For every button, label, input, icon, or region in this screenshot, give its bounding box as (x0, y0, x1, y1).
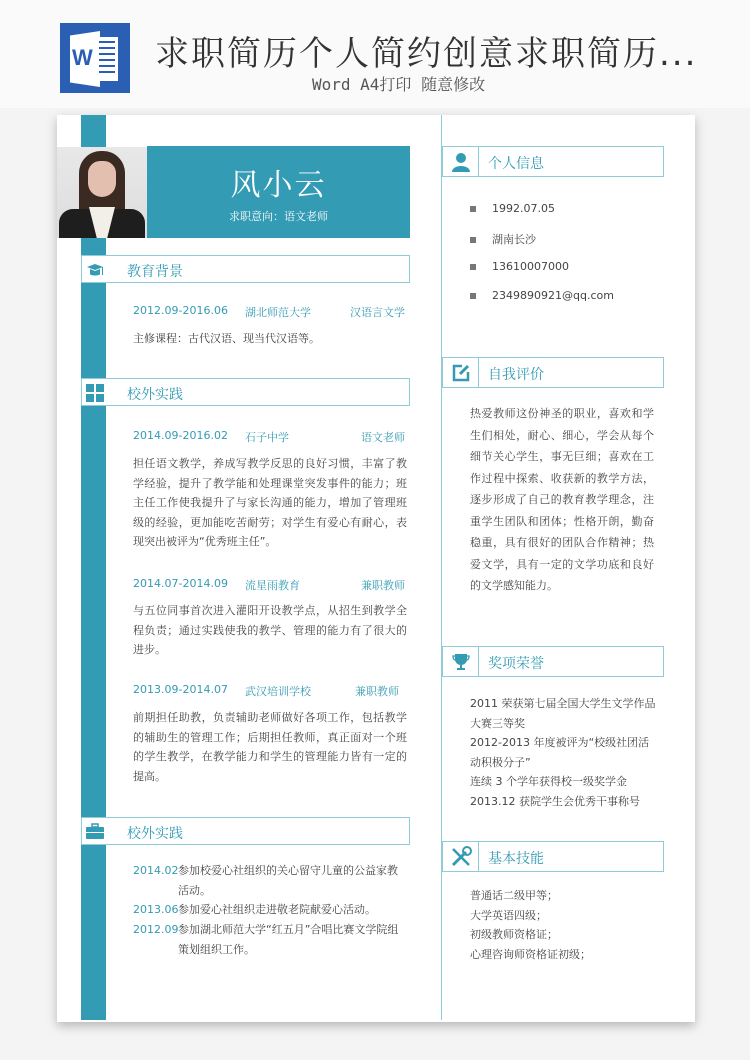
tools-icon (450, 846, 472, 868)
practice-desc: 担任语文教学，养成写教学反思的良好习惯，丰富了教学经验，提升了教学能和处理课堂突发事件的能力；班主任工作使我提升了与家长沟通的能力，增加了管理班级的经验，更加能吃苦耐劳；对学生有爱心有耐心，表现突出被评为“优秀班主任”。 (133, 457, 407, 548)
award-item: 2013.12 获院学生会优秀干事称号 (470, 794, 640, 808)
info-birthdate: 1992.07.05 (470, 202, 555, 215)
skills-list (470, 886, 660, 964)
grid-icon (86, 384, 104, 402)
skill-item: 心理咨询师资格证初级； (470, 947, 591, 961)
practice-desc: 前期担任助教，负责辅助老师做好各项工作，包括教学的辅助生的管理工作；后期担任教师，真正面对一个班的学生教学，在教学能力和学生的管理能力皆有一定的提高。 (133, 711, 407, 783)
accent-bar (81, 115, 106, 1020)
bullet-icon (470, 206, 476, 212)
section-awards-header: 奖项荣誉 (442, 646, 664, 677)
column-divider (441, 115, 442, 1020)
bullet-icon (470, 237, 476, 243)
job-intent: 求职意向：语文老师 (229, 210, 328, 223)
document-title: 求职简历个人简约创意求职简历... (155, 34, 698, 74)
name-header (147, 146, 410, 238)
bullet-icon (470, 293, 476, 299)
info-email: 2349890921@qq.com (470, 289, 614, 302)
section-personal-header: 个人信息 (442, 146, 664, 177)
graduation-cap-icon (86, 261, 104, 279)
section-education-header: 教育背景 (81, 255, 410, 283)
award-item: 2011 荣获第七届全国大学生文学作品大赛三等奖 (470, 697, 656, 730)
practice-desc: 与五位同事首次进入灌阳开设教学点，从招生到教学全程负责；通过实践使我的教学、管理的能力有了很大的进步。 (133, 604, 407, 656)
profile-photo (57, 147, 147, 238)
edit-icon (452, 364, 470, 382)
section-self-eval-header: 自我评价 (442, 357, 664, 388)
activity-item: 2013.06 参加爱心社组织走进敬老院献爱心活动。 (133, 903, 376, 916)
trophy-icon (452, 653, 470, 671)
skill-item: 大学英语四级； (470, 908, 547, 922)
section-practice-header: 校外实践 (81, 378, 410, 406)
info-phone: 13610007000 (470, 260, 569, 273)
skill-item: 普通话二级甲等； (470, 889, 558, 902)
bullet-icon (470, 264, 476, 270)
skill-item: 初级教师资格证； (470, 928, 558, 941)
candidate-name: 风小云 (230, 168, 327, 203)
user-icon (451, 152, 471, 172)
award-item: 2012-2013 年度被评为“校级社团活动积极分子” (470, 736, 650, 769)
section-skills-header: 基本技能 (442, 841, 664, 872)
briefcase-icon (86, 823, 104, 841)
section-activities-header: 校外实践 (81, 817, 410, 845)
award-item: 连续 3 个学年获得校一级奖学金 (470, 775, 627, 788)
word-icon: W (60, 23, 130, 93)
document-subtitle: Word A4打印 随意修改 (312, 75, 486, 94)
education-courses: 主修课程：古代汉语、现当代汉语等。 (133, 332, 320, 345)
activity-item: 2012.09 参加湖北师范大学“红五月”合唱比赛文学院组策划组织工作。 (133, 923, 399, 956)
self-eval-text: 热爱教师这份神圣的职业，喜欢和学生们相处，耐心、细心，学会从每个细节关心学生，事无巨细；喜欢在工作过程中探索、收获新的教学方法，逐步形成了自己的教育教学理念，注重学生团队和团体；性格开朗，勤奋稳重，具有很好的团队合作精神；热爱文学，具有一定的文学功底和良好的文学感知能力。 (470, 407, 654, 592)
info-location: 湖南长沙 (470, 231, 536, 247)
activity-item: 2014.02 参加校爱心社组织的关心留守儿童的公益家教活动。 (133, 864, 398, 897)
awards-list (470, 694, 660, 811)
